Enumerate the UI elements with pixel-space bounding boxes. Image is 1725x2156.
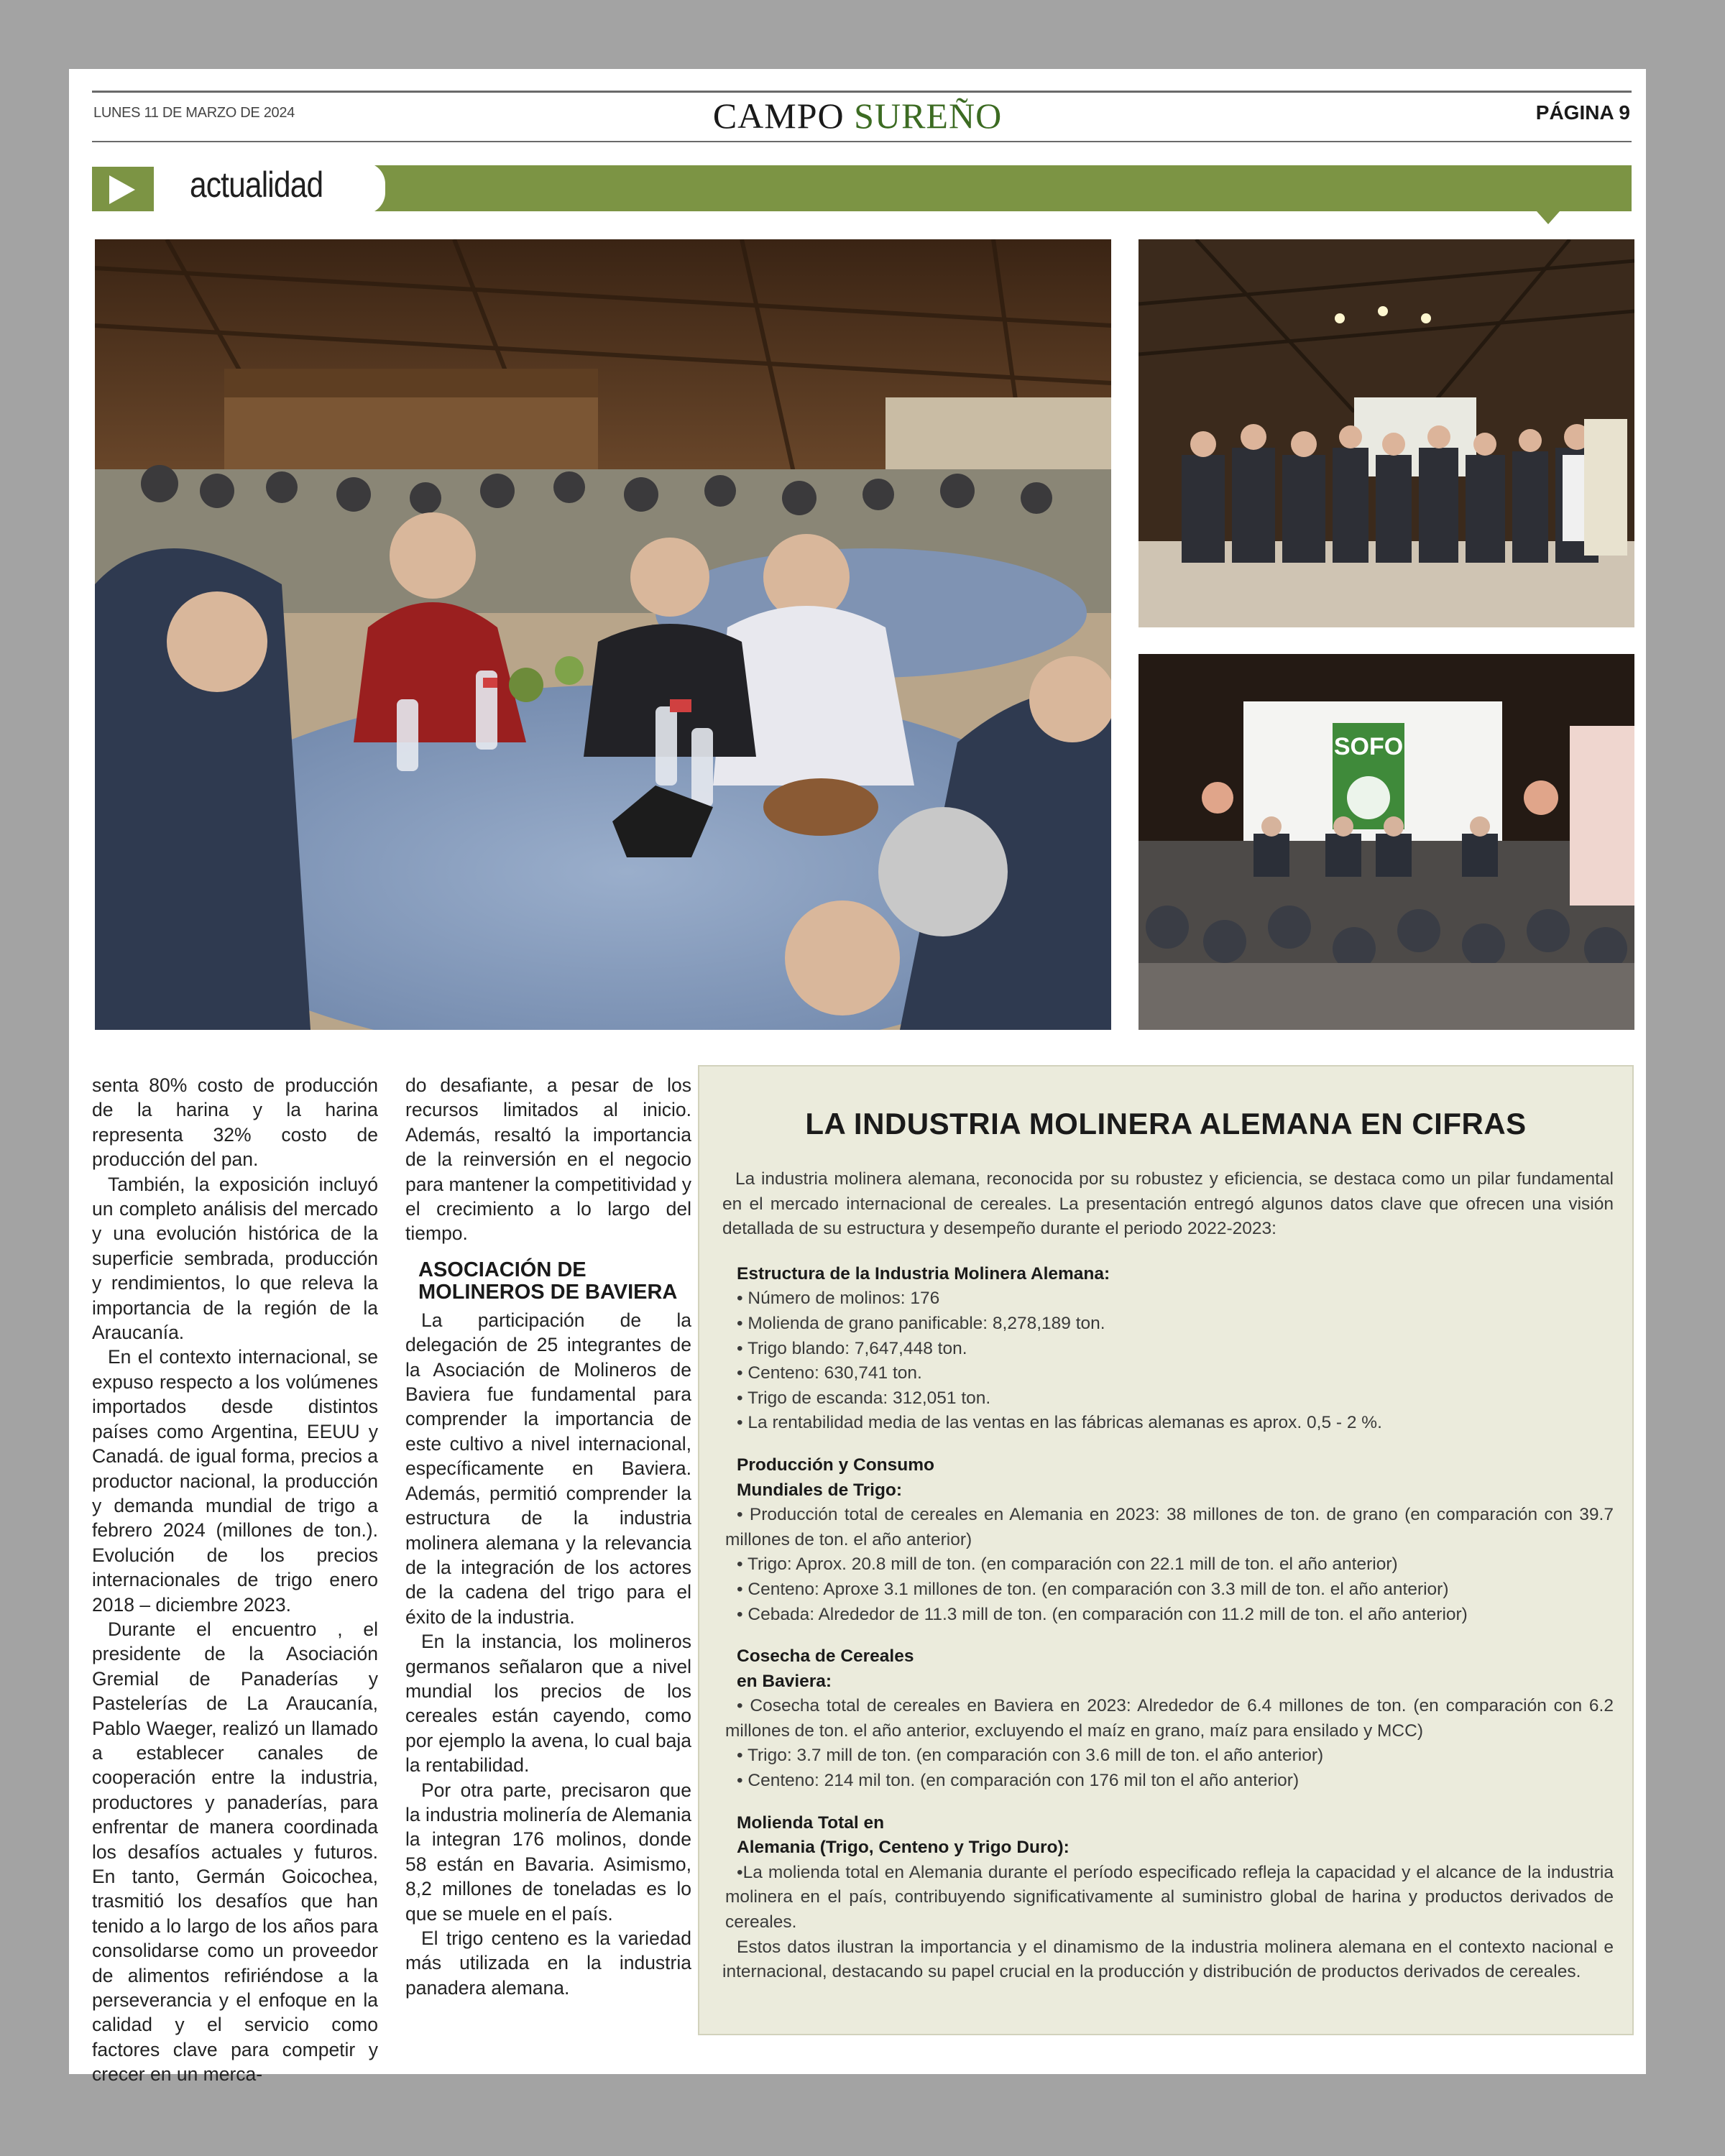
infobox-title: LA INDUSTRIA MOLINERA ALEMANA EN CIFRAS <box>805 1107 1527 1141</box>
photo-event-tables-illustration <box>95 239 1111 1030</box>
infobox-section-production <box>722 1453 1614 1627</box>
article-paragraph: Por otra parte, precisaron que la industria molinería de Alemania la integran 176 molinos, donde 58 están en Bavaria. Asimismo, 8,2 millones de toneladas es lo que se muele en el país. <box>405 1779 691 1925</box>
infobox-list-item: • Trigo de escanda: 312,051 ton. <box>737 1388 991 1408</box>
infobox-list-item: • Molienda de grano panificable: 8,278,189 ton. <box>737 1313 1105 1333</box>
article-paragraph: La participación de la delegación de 25 integrantes de la Asociación de Molineros de Baviera fue fundamental para comprender la importancia de este cultivo a nivel internacional, específicamente en Baviera. Además, permitió comprender la estructura de la industria molinera alemana y la relevancia de la integración de los actores de la cadena del trigo para el éxito de la industria. <box>405 1309 691 1628</box>
header-rule-top <box>92 91 1632 93</box>
photo-group-stage <box>1138 239 1634 627</box>
photo-event-tables <box>95 239 1111 1030</box>
infobox-list-item: • Producción total de cereales en Alemania en 2023: 38 millones de ton. de grano (en comparación con 39.7 millones de ton. el año anterior) <box>725 1505 1614 1549</box>
photo-panel-stage <box>1138 654 1634 1030</box>
article-paragraph: En el contexto internacional, se expuso respecto a los volúmenes importados desde distintos países como Argentina, EEUU y Canadá. de igual forma, precios a productor nacional, la producción y demanda mundial de trigo a febrero 2024 (millones de ton.). Evolución de los precios internacionales de trigo enero 2018 – diciembre 2023. <box>92 1346 378 1616</box>
section-band-notch <box>1537 211 1560 224</box>
infobox-list-item: • Cebada: Alrededor de 11.3 mill de ton. (en comparación con 11.2 mill de ton. el año anterior) <box>737 1604 1468 1624</box>
issue-date: LUNES 11 DE MARZO DE 2024 <box>93 105 295 121</box>
infobox-list-item: • Cosecha total de cereales en Baviera en 2023: Alrededor de 6.4 millones de ton. (en comparación con 6.2 millones de ton. el año anterior, excluyendo el maíz en grano, maíz para ensilado y MCC) <box>725 1696 1614 1741</box>
header-rule-bottom <box>92 141 1632 142</box>
page-number: PÁGINA 9 <box>1535 101 1630 124</box>
article-column-2 <box>405 1073 691 2000</box>
article-subhead: ASOCIACIÓN DE MOLINEROS DE BAVIERA <box>418 1258 678 1304</box>
infobox-section-heading: Molienda Total en Alemania (Trigo, Centeno y Trigo Duro): <box>737 1812 1070 1858</box>
infobox-list-item: • Centeno: Aproxe 3.1 millones de ton. (en comparación con 3.3 mill de ton. el año anterior) <box>737 1579 1449 1599</box>
infobox-section-structure <box>722 1262 1614 1436</box>
infobox-list-item: • Trigo: Aprox. 20.8 mill de ton. (en comparación con 22.1 mill de ton. el año anterior) <box>737 1554 1398 1575</box>
article-paragraph: senta 80% costo de producción de la harina y la harina representa 32% costo de producción del pan. <box>92 1074 378 1171</box>
infobox-section-heading: Producción y Consumo Mundiales de Trigo: <box>737 1455 934 1500</box>
article-column-1 <box>92 1073 378 2087</box>
masthead <box>69 95 1646 137</box>
masthead-campo: CAMPO <box>712 96 845 136</box>
newspaper-page <box>69 69 1646 2086</box>
infobox-intro: La industria molinera alemana, reconocida por su robustez y eficiencia, se destaca como un pilar fundamental en el mercado internacional de cereales. La presentación entregó algunos datos clave que ofrecen una visión detallada de su estructura y desempeño durante el periodo 2022-2023: <box>722 1169 1614 1239</box>
section-band <box>371 165 1632 211</box>
infobox-list-item: • Centeno: 214 mil ton. (en comparación con 176 mil ton el año anterior) <box>737 1771 1300 1791</box>
article-paragraph: También, la exposición incluyó un completo análisis del mercado y una evolución histórica de la superficie sembrada, producción y rendimientos, lo que releva la importancia de la región de la Araucanía. <box>92 1173 378 1344</box>
masthead-sureno: SUREÑO <box>854 96 1003 136</box>
article-paragraph: do desafiante, a pesar de los recursos limitados al inicio. Además, resaltó la importancia de la reinversión en el negocio para mantener la competitividad y el crecimiento a lo largo del tiempo. <box>405 1074 691 1245</box>
infobox-section-bavaria <box>722 1644 1614 1794</box>
infobox-list-item: • Centeno: 630,741 ton. <box>737 1363 922 1383</box>
infobox-section-heading: Estructura de la Industria Molinera Alemana: <box>737 1263 1110 1284</box>
infobox-list-item: • Número de molinos: 176 <box>737 1289 940 1309</box>
article-paragraph: En la instancia, los molineros germanos señalaron que a nivel mundial los precios de los cereales están cayendo, como por ejemplo la avena, lo cual baja la rentabilidad. <box>405 1631 691 1777</box>
infobox-closing: Estos datos ilustran la importancia y el dinamismo de la industria molinera alemana en el contexto nacional e internacional, destacando su papel crucial en la producción y distribución de productos derivados de cereales. <box>722 1937 1614 1982</box>
infobox-body <box>722 1167 1614 2002</box>
infobox-list-item: • Trigo: 3.7 mill de ton. (en comparación con 3.6 mill de ton. el año anterior) <box>737 1746 1324 1766</box>
photo-group-stage-illustration <box>1138 239 1634 627</box>
photo-panel-stage-illustration <box>1138 654 1634 1030</box>
infobox-german-milling <box>698 1065 1634 2035</box>
infobox-list-item: • La rentabilidad media de las ventas en las fábricas alemanas es aprox. 0,5 - 2 %. <box>737 1413 1382 1433</box>
infobox-section-heading: Cosecha de Cereales en Baviera: <box>737 1646 914 1691</box>
play-icon <box>109 175 135 204</box>
infobox-section-milling <box>722 1811 1614 1985</box>
infobox-list-item: • Trigo blando: 7,647,448 ton. <box>737 1338 967 1358</box>
article-paragraph: El trigo centeno es la variedad más utilizada en la industria panadera alemana. <box>405 1927 691 1999</box>
infobox-list-item: •La molienda total en Alemania durante el período especificado refleja la capacidad y el alcance de la industria molinera en el país, contribuyendo significativamente al suministro global de harina y productos derivados de cereales. <box>725 1862 1614 1932</box>
section-label: actualidad <box>190 165 323 205</box>
panel-screen-text: SOFO <box>1333 733 1404 760</box>
article-paragraph: Durante el encuentro , el presidente de la Asociación Gremial de Panaderías y Pastelerías de La Araucanía, Pablo Waeger, realizó un llamado a establecer canales de cooperación entre la industria, productores y panaderías, para enfrentar de manera coordinada los desafíos actuales y futuros. En tanto, Germán Goicochea, trasmitió los desafíos que han tenido a lo largo de los años para consolidarse como un proveedor de alimentos refiriéndose a la perseverancia y el enfoque en la calidad y el servicio como factores clave para competir y crecer en un merca- <box>92 1618 378 2086</box>
